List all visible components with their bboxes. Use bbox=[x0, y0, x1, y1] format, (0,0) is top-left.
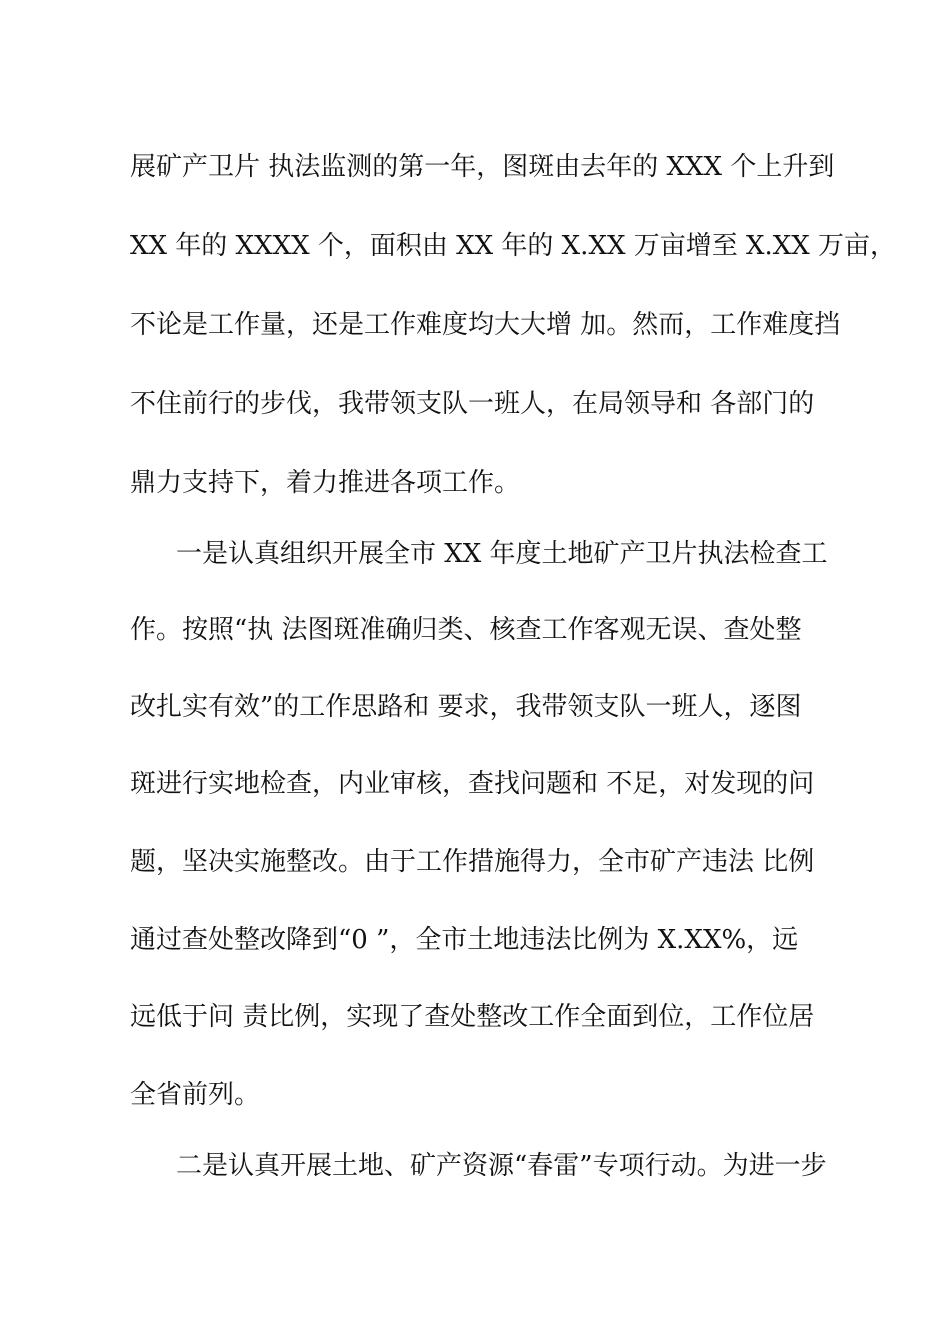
text-line: XX 年的 XXXX 个，面积由 XX 年的 X.XX 万亩增至 X.XX 万亩， bbox=[130, 231, 897, 261]
paragraph-first-line: 二是认真开展土地、矿产资源“春雷”专项行动。为进一步 bbox=[176, 1151, 827, 1181]
text-line: 斑进行实地检查，内业审核，查找问题和 不足，对发现的问 bbox=[130, 769, 815, 799]
text-line: 展矿产卫片 执法监测的第一年，图斑由去年的 XXX 个上升到 bbox=[130, 152, 835, 182]
text-line: 鼎力支持下，着力推进各项工作。 bbox=[130, 468, 521, 498]
text-line: 通过查处整改降到“0 ”，全市土地违法比例为 X.XX%，远 bbox=[130, 925, 799, 955]
paragraph-first-line: 一是认真组织开展全市 XX 年度土地矿产卫片执法检查工 bbox=[176, 539, 828, 569]
text-line: 全省前列。 bbox=[130, 1080, 261, 1110]
text-line: 不论是工作量，还是工作难度均大大增 加。然而，工作难度挡 bbox=[130, 310, 841, 340]
text-line: 题，坚决实施整改。由于工作措施得力，全市矿产违法 比例 bbox=[130, 847, 815, 877]
text-line: 改扎实有效”的工作思路和 要求，我带领支队一班人，逐图 bbox=[130, 692, 802, 722]
text-line: 远低于问 责比例，实现了查处整改工作全面到位，工作位居 bbox=[130, 1002, 815, 1032]
text-line: 不住前行的步伐，我带领支队一班人，在局领导和 各部门的 bbox=[130, 389, 815, 419]
text-line: 作。按照“执 法图斑准确归类、核查工作客观无误、查处整 bbox=[130, 615, 802, 645]
